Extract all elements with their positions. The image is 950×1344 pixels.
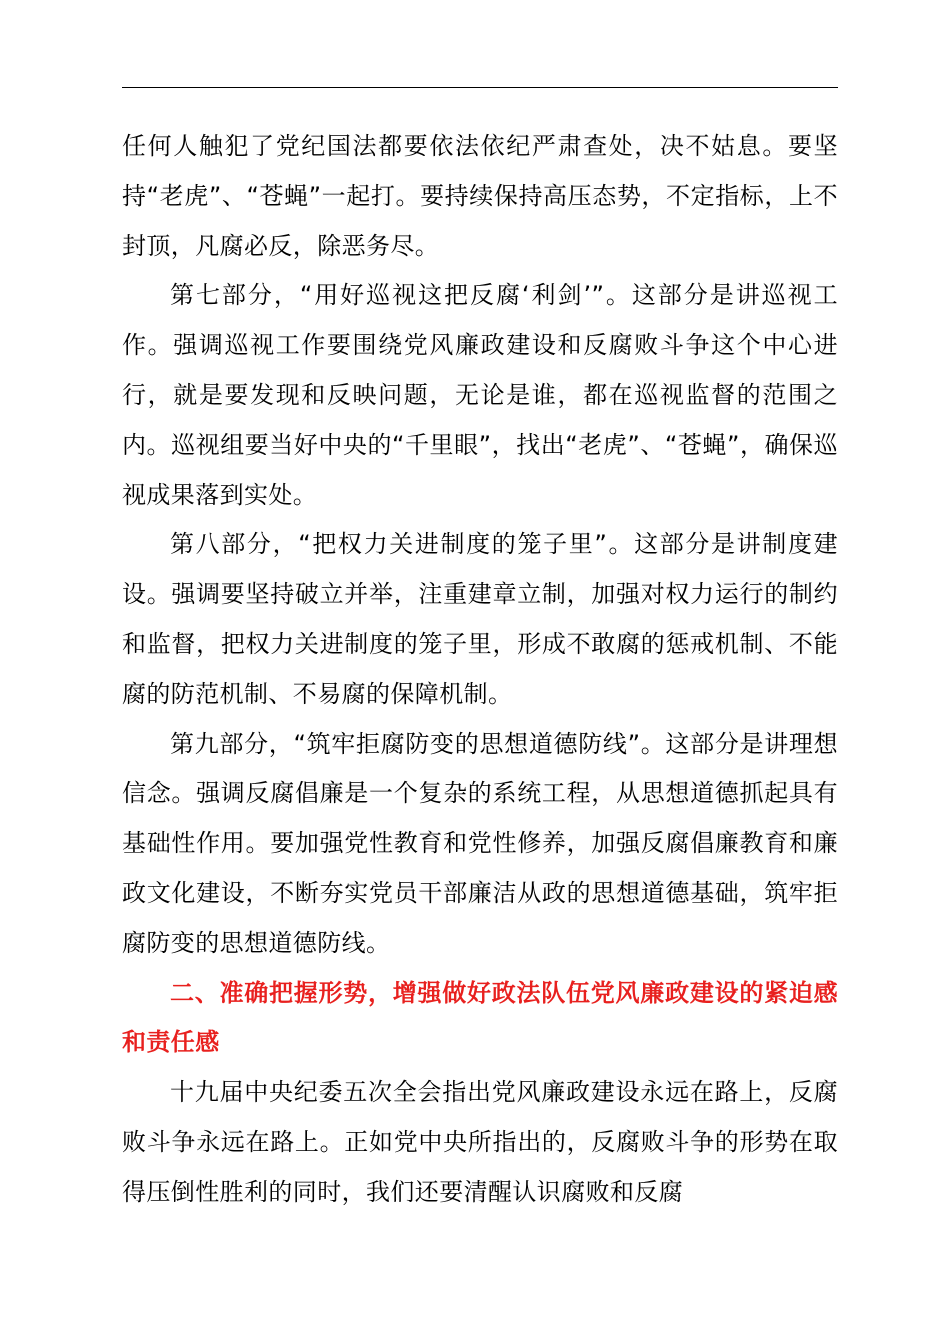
paragraph-part-nine: 第九部分，“筑牢拒腐防变的思想道德防线”。这部分是讲理想信念。强调反腐倡廉是一个复杂的系统工程，从思想道德抓起具有基础性作用。要加强党性教育和党性修养，加强反腐倡廉教育和廉政文化建设，不断夯实党员干部廉洁从政的思想道德基础，筑牢拒腐防变的思想道德防线。 xyxy=(122,729,838,957)
paragraph-situation: 十九届中央纪委五次全会指出党风廉政建设永远在路上，反腐败斗争永远在路上。正如党中央所指出的，反腐败斗争的形势在取得压倒性胜利的同时，我们还要清醒认识腐败和反腐 xyxy=(122,1078,838,1206)
header-rule xyxy=(122,87,838,88)
paragraph-part-eight: 第八部分，“把权力关进制度的笼子里”。这部分是讲制度建设。强调要坚持破立并举，注重建章立制，加强对权力运行的制约和监督，把权力关进制度的笼子里，形成不敢腐的惩戒机制、不能腐的防范机制、不易腐的保障机制。 xyxy=(122,530,838,708)
section-heading: 二、准确把握形势，增强做好政法队伍党风廉政建设的紧迫感和责任感 xyxy=(122,978,838,1057)
document-body xyxy=(122,122,838,1218)
paragraph-part-seven: 第七部分，“用好巡视这把反腐‘利剑’”。这部分是讲巡视工作。强调巡视工作要围绕党风廉政建设和反腐败斗争这个中心进行，就是要发现和反映问题，无论是谁，都在巡视监督的范围之内。巡视组要当好中央的“千里眼”，找出“老虎”、“苍蝇”，确保巡视成果落到实处。 xyxy=(122,281,838,509)
paragraph-continuation: 任何人触犯了党纪国法都要依法依纪严肃查处，决不姑息。要坚持“老虎”、“苍蝇”一起打。要持续保持高压态势，不定指标，上不封顶，凡腐必反，除恶务尽。 xyxy=(122,132,838,260)
